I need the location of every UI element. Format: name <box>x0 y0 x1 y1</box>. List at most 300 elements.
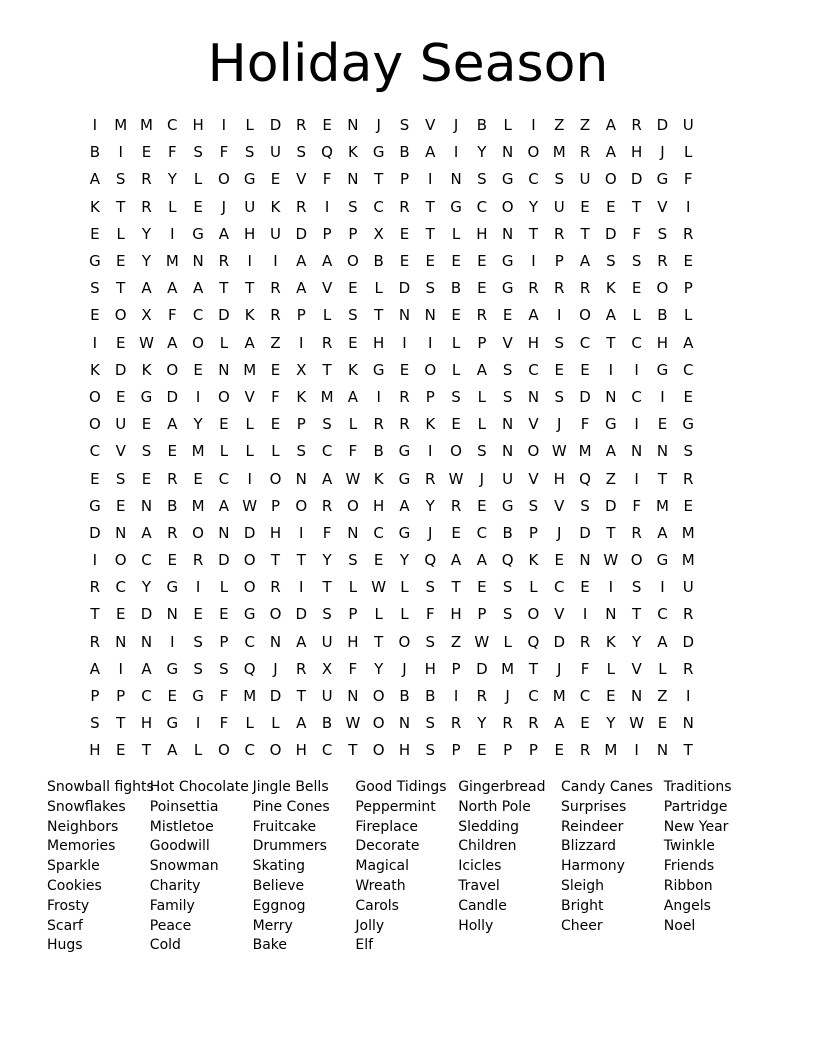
grid-letter: F <box>322 170 332 189</box>
grid-letter: E <box>115 333 126 352</box>
grid-letter: W <box>551 442 567 461</box>
grid-letter: N <box>656 741 669 760</box>
grid-letter: B <box>502 523 513 542</box>
grid-letter: H <box>630 143 643 162</box>
grid-letter: Y <box>141 578 152 597</box>
grid-letter: R <box>321 333 333 352</box>
grid-letter: F <box>348 442 358 461</box>
grid-letter: I <box>376 387 381 406</box>
grid-letter: Z <box>579 116 591 135</box>
grid-letter: T <box>296 687 306 706</box>
grid-letter: Z <box>657 687 668 706</box>
grid-letter: S <box>90 279 100 298</box>
grid-row <box>82 384 742 411</box>
grid-letter: U <box>115 415 127 434</box>
grid-letter: D <box>630 170 643 189</box>
grid-letter: Q <box>243 659 256 678</box>
grid-letter: S <box>90 714 100 733</box>
grid-letter: L <box>348 578 358 597</box>
grid-row <box>82 302 742 329</box>
grid-letter: G <box>166 578 179 597</box>
grid-letter: E <box>270 360 281 379</box>
grid-letter: Z <box>270 333 281 352</box>
word-item: Goodwill <box>149 838 210 855</box>
grid-letter: A <box>425 143 436 162</box>
grid-letter: M <box>501 659 515 678</box>
grid-letter: I <box>660 578 665 597</box>
grid-letter: A <box>296 279 307 298</box>
word-item: Scarf <box>47 917 83 934</box>
page-title: Holiday Season <box>207 34 609 94</box>
grid-letter: E <box>193 360 203 379</box>
grid-letter: O <box>114 306 127 325</box>
grid-letter: A <box>167 279 178 298</box>
grid-letter: T <box>425 197 435 216</box>
grid-letter: E <box>657 415 668 434</box>
word-bank <box>47 778 767 956</box>
grid-letter: I <box>634 360 639 379</box>
grid-letter: W <box>345 469 361 488</box>
grid-letter: T <box>683 741 693 760</box>
grid-letter: N <box>605 387 617 406</box>
grid-letter: D <box>166 387 179 406</box>
grid-letter: R <box>502 714 513 733</box>
grid-letter: Y <box>141 252 152 271</box>
word-item: New Year <box>663 818 729 835</box>
grid-letter: G <box>501 279 514 298</box>
grid-letter: D <box>218 551 230 570</box>
grid-letter: W <box>139 333 154 352</box>
grid-letter: U <box>244 197 256 216</box>
grid-row <box>82 438 742 465</box>
grid-letter: E <box>348 333 358 352</box>
grid-letter: A <box>554 714 565 733</box>
grid-letter: B <box>373 442 384 461</box>
grid-letter: U <box>553 197 565 216</box>
word-item: Blizzard <box>560 838 617 855</box>
grid-letter: R <box>270 578 281 597</box>
grid-letter: C <box>192 306 204 325</box>
grid-letter: B <box>89 143 101 162</box>
grid-letter: I <box>195 578 201 597</box>
grid-letter: P <box>296 306 306 325</box>
grid-letter: O <box>217 170 230 189</box>
grid-letter: S <box>502 360 513 379</box>
grid-letter: A <box>141 659 152 678</box>
grid-letter: S <box>296 143 307 162</box>
grid-letter: U <box>321 632 333 651</box>
grid-letter: O <box>217 741 230 760</box>
grid-letter: D <box>605 224 617 243</box>
grid-letter: T <box>606 523 616 542</box>
grid-letter: K <box>89 197 100 216</box>
grid-letter: T <box>374 306 384 325</box>
grid-letter: J <box>479 469 485 488</box>
grid-letter: S <box>322 605 332 624</box>
grid-letter: H <box>373 496 385 515</box>
grid-row <box>82 139 742 166</box>
grid-letter: E <box>193 469 203 488</box>
grid-letter: G <box>501 496 514 515</box>
grid-letter: N <box>347 687 359 706</box>
grid-letter: O <box>501 197 514 216</box>
grid-letter: P <box>425 387 435 406</box>
grid-letter: N <box>502 442 514 461</box>
word-item: Surprises <box>560 798 627 815</box>
grid-letter: O <box>166 360 179 379</box>
grid-row <box>82 166 742 193</box>
grid-letter: A <box>605 306 616 325</box>
grid-letter: R <box>450 496 462 515</box>
grid-letter: I <box>273 252 278 271</box>
grid-letter: I <box>170 224 175 243</box>
grid-letter: K <box>605 279 616 298</box>
grid-letter: I <box>531 116 536 135</box>
grid-letter: E <box>554 551 564 570</box>
word-item: Memories <box>47 838 116 855</box>
grid-letter: G <box>192 224 204 243</box>
grid-letter: I <box>402 333 407 352</box>
grid-row <box>82 656 742 683</box>
grid-letter: E <box>683 496 693 515</box>
grid-letter: R <box>683 224 694 243</box>
grid-letter: O <box>527 605 540 624</box>
grid-letter: E <box>348 279 358 298</box>
grid-letter: C <box>554 578 565 597</box>
grid-letter: Q <box>424 551 437 570</box>
word-item: Mistletoe <box>149 818 214 835</box>
grid-letter: I <box>428 333 433 352</box>
grid-letter: E <box>193 605 203 624</box>
grid-letter: E <box>270 170 281 189</box>
grid-letter: L <box>606 659 616 678</box>
grid-letter: N <box>450 170 462 189</box>
grid-letter: A <box>657 523 668 542</box>
grid-letter: F <box>322 523 332 542</box>
grid-letter: A <box>321 469 333 488</box>
grid-letter: S <box>348 197 358 216</box>
grid-letter: S <box>554 170 564 189</box>
grid-letter: B <box>476 116 487 135</box>
grid-letter: E <box>399 224 410 243</box>
grid-letter: F <box>271 387 280 406</box>
grid-letter: N <box>579 551 591 570</box>
grid-letter: G <box>192 687 204 706</box>
grid-letter: J <box>505 687 510 706</box>
grid-letter: D <box>656 116 669 135</box>
grid-row <box>82 411 742 438</box>
grid-row <box>82 248 742 275</box>
grid-letter: S <box>399 116 410 135</box>
grid-letter: B <box>373 252 384 271</box>
grid-letter: T <box>632 197 642 216</box>
grid-letter: K <box>296 387 307 406</box>
grid-letter: K <box>605 632 616 651</box>
word-item: Candy Canes <box>560 779 653 795</box>
grid-letter: L <box>116 224 125 243</box>
grid-letter: F <box>632 224 641 243</box>
grid-letter: E <box>90 306 100 325</box>
word-item: Family <box>149 897 195 914</box>
grid-letter: E <box>399 360 410 379</box>
grid-letter: I <box>557 306 562 325</box>
grid-letter: P <box>451 659 461 678</box>
word-item: Good Tidings <box>355 779 447 795</box>
grid-row <box>82 465 742 492</box>
grid-letter: C <box>244 741 255 760</box>
grid-letter: T <box>632 605 642 624</box>
grid-row <box>82 493 742 520</box>
grid-letter: U <box>269 143 281 162</box>
grid-letter: L <box>451 333 461 352</box>
grid-letter: R <box>579 741 591 760</box>
grid-letter: W <box>603 551 619 570</box>
grid-letter: S <box>502 578 513 597</box>
grid-letter: N <box>527 387 540 406</box>
grid-letter: I <box>608 360 614 379</box>
grid-letter: N <box>347 170 359 189</box>
grid-letter: J <box>221 197 227 216</box>
grid-letter: R <box>167 469 178 488</box>
grid-letter: I <box>324 197 330 216</box>
word-item: Jingle Bells <box>252 779 329 795</box>
word-item: Believe <box>252 877 305 894</box>
grid-letter: T <box>528 224 539 243</box>
grid-letter: C <box>631 333 642 352</box>
grid-letter: N <box>140 632 153 651</box>
grid-letter: K <box>425 415 436 434</box>
grid-letter: K <box>270 197 281 216</box>
grid-letter: R <box>528 279 539 298</box>
grid-letter: S <box>425 632 436 651</box>
grid-letter: S <box>115 469 126 488</box>
grid-letter: N <box>140 496 153 515</box>
grid-letter: L <box>503 632 512 651</box>
grid-letter: P <box>503 741 513 760</box>
grid-letter: V <box>296 170 307 189</box>
word-item: Poinsettia <box>149 798 219 815</box>
grid-letter: C <box>141 687 152 706</box>
grid-letter: V <box>425 116 436 135</box>
grid-letter: S <box>425 578 436 597</box>
grid-letter: C <box>682 360 694 379</box>
word-column <box>664 778 767 956</box>
grid-letter: A <box>579 252 591 271</box>
grid-letter: R <box>554 279 565 298</box>
grid-letter: C <box>115 578 126 597</box>
word-item: Children <box>458 838 517 855</box>
grid-letter: S <box>606 252 616 271</box>
grid-letter: M <box>655 496 669 515</box>
grid-row <box>82 194 742 221</box>
grid-row <box>82 629 742 656</box>
grid-letter: V <box>502 333 513 352</box>
grid-letter: I <box>428 170 433 189</box>
grid-letter: Y <box>528 197 539 216</box>
word-item: Holly <box>458 917 494 934</box>
grid-letter: O <box>604 170 617 189</box>
word-item: Skating <box>252 858 306 875</box>
grid-letter: T <box>528 659 539 678</box>
grid-letter: C <box>579 333 591 352</box>
grid-letter: I <box>170 632 175 651</box>
grid-letter: I <box>247 252 252 271</box>
grid-letter: O <box>450 442 462 461</box>
grid-letter: T <box>322 360 332 379</box>
grid-letter: L <box>245 415 254 434</box>
grid-letter: J <box>660 143 665 162</box>
grid-row <box>82 737 742 764</box>
grid-letter: F <box>167 143 177 162</box>
word-item: Travel <box>458 877 500 894</box>
grid-letter: G <box>398 469 411 488</box>
grid-letter: E <box>477 279 487 298</box>
word-item: Wreath <box>355 877 406 894</box>
grid-letter: I <box>195 387 201 406</box>
grid-letter: T <box>425 224 435 243</box>
grid-letter: N <box>631 442 643 461</box>
grid-letter: E <box>477 496 487 515</box>
grid-letter: W <box>345 714 361 733</box>
grid-letter: T <box>374 170 384 189</box>
grid-letter: N <box>682 714 694 733</box>
grid-letter: C <box>218 469 230 488</box>
grid-letter: E <box>451 306 461 325</box>
grid-letter: H <box>450 605 462 624</box>
grid-letter: S <box>219 659 229 678</box>
grid-letter: T <box>270 551 281 570</box>
grid-letter: G <box>398 523 411 542</box>
grid-letter: F <box>219 687 229 706</box>
grid-letter: L <box>477 387 487 406</box>
grid-letter: D <box>398 279 411 298</box>
grid-letter: S <box>425 279 436 298</box>
grid-letter: X <box>296 360 307 379</box>
grid-letter: P <box>116 687 126 706</box>
grid-letter: R <box>528 714 539 733</box>
grid-letter: R <box>296 197 307 216</box>
grid-letter: E <box>90 469 100 488</box>
grid-letter: E <box>657 714 668 733</box>
grid-letter: Y <box>167 170 177 189</box>
grid-letter: R <box>631 116 642 135</box>
grid-letter: G <box>501 252 514 271</box>
grid-letter: P <box>528 523 538 542</box>
grid-letter: E <box>451 415 461 434</box>
grid-letter: I <box>247 469 252 488</box>
grid-row <box>82 275 742 302</box>
grid-letter: I <box>608 578 614 597</box>
grid-letter: U <box>682 578 694 597</box>
grid-letter: S <box>554 333 564 352</box>
grid-letter: L <box>322 306 332 325</box>
grid-letter: R <box>683 659 694 678</box>
word-item: Sparkle <box>47 858 100 875</box>
word-item: Cheer <box>560 917 603 934</box>
word-item: Fireplace <box>355 818 419 835</box>
grid-letter: N <box>115 632 127 651</box>
grid-letter: N <box>347 116 359 135</box>
grid-letter: I <box>634 469 639 488</box>
grid-letter: K <box>373 469 384 488</box>
grid-letter: H <box>295 741 307 760</box>
grid-letter: O <box>398 632 411 651</box>
grid-letter: D <box>579 387 591 406</box>
grid-letter: X <box>321 659 333 678</box>
grid-letter: O <box>192 523 204 542</box>
grid-letter: N <box>398 714 411 733</box>
grid-letter: F <box>425 605 435 624</box>
grid-letter: R <box>141 197 152 216</box>
grid-letter: G <box>166 659 179 678</box>
grid-letter: A <box>450 551 462 570</box>
grid-letter: C <box>321 442 333 461</box>
grid-letter: I <box>686 687 691 706</box>
grid-letter: Q <box>527 632 540 651</box>
grid-letter: E <box>115 496 126 515</box>
grid-letter: D <box>605 496 617 515</box>
grid-letter: C <box>141 551 152 570</box>
word-item: Bake <box>252 937 287 954</box>
grid-letter: E <box>193 197 203 216</box>
grid-letter: R <box>192 551 204 570</box>
grid-letter: A <box>218 496 230 515</box>
grid-letter: S <box>477 170 487 189</box>
word-item: Angels <box>663 897 711 914</box>
grid-letter: S <box>631 252 642 271</box>
grid-letter: I <box>221 116 227 135</box>
grid-letter: A <box>89 170 101 189</box>
word-item: Cookies <box>47 877 102 894</box>
grid-letter: E <box>115 252 126 271</box>
grid-letter: C <box>579 687 591 706</box>
grid-letter: D <box>114 360 127 379</box>
word-item: Icicles <box>458 858 502 875</box>
grid-letter: V <box>528 469 539 488</box>
grid-letter: K <box>244 306 255 325</box>
grid-letter: W <box>474 632 490 651</box>
word-item: Twinkle <box>663 838 715 855</box>
grid-letter: C <box>373 523 384 542</box>
word-item: Snowball fights <box>47 779 154 795</box>
grid-letter: O <box>346 252 359 271</box>
grid-letter: F <box>580 659 590 678</box>
grid-letter: E <box>451 252 461 271</box>
grid-row <box>82 357 742 384</box>
grid-letter: L <box>374 279 383 298</box>
grid-letter: N <box>192 252 204 271</box>
grid-letter: A <box>141 523 152 542</box>
grid-letter: I <box>428 442 433 461</box>
grid-letter: N <box>347 523 359 542</box>
grid-letter: E <box>322 116 332 135</box>
grid-row <box>82 112 742 139</box>
grid-letter: F <box>219 143 229 162</box>
grid-letter: E <box>580 578 590 597</box>
word-item: Pine Cones <box>252 798 330 815</box>
grid-letter: F <box>167 306 177 325</box>
grid-letter: O <box>269 605 282 624</box>
grid-letter: M <box>243 687 257 706</box>
grid-letter: H <box>192 116 204 135</box>
word-item: Carols <box>355 897 399 914</box>
grid-letter: F <box>219 714 229 733</box>
grid-letter: M <box>578 442 592 461</box>
word-item: Eggnog <box>252 897 306 914</box>
grid-letter: B <box>425 687 436 706</box>
grid-letter: V <box>115 442 126 461</box>
word-column <box>355 778 458 956</box>
